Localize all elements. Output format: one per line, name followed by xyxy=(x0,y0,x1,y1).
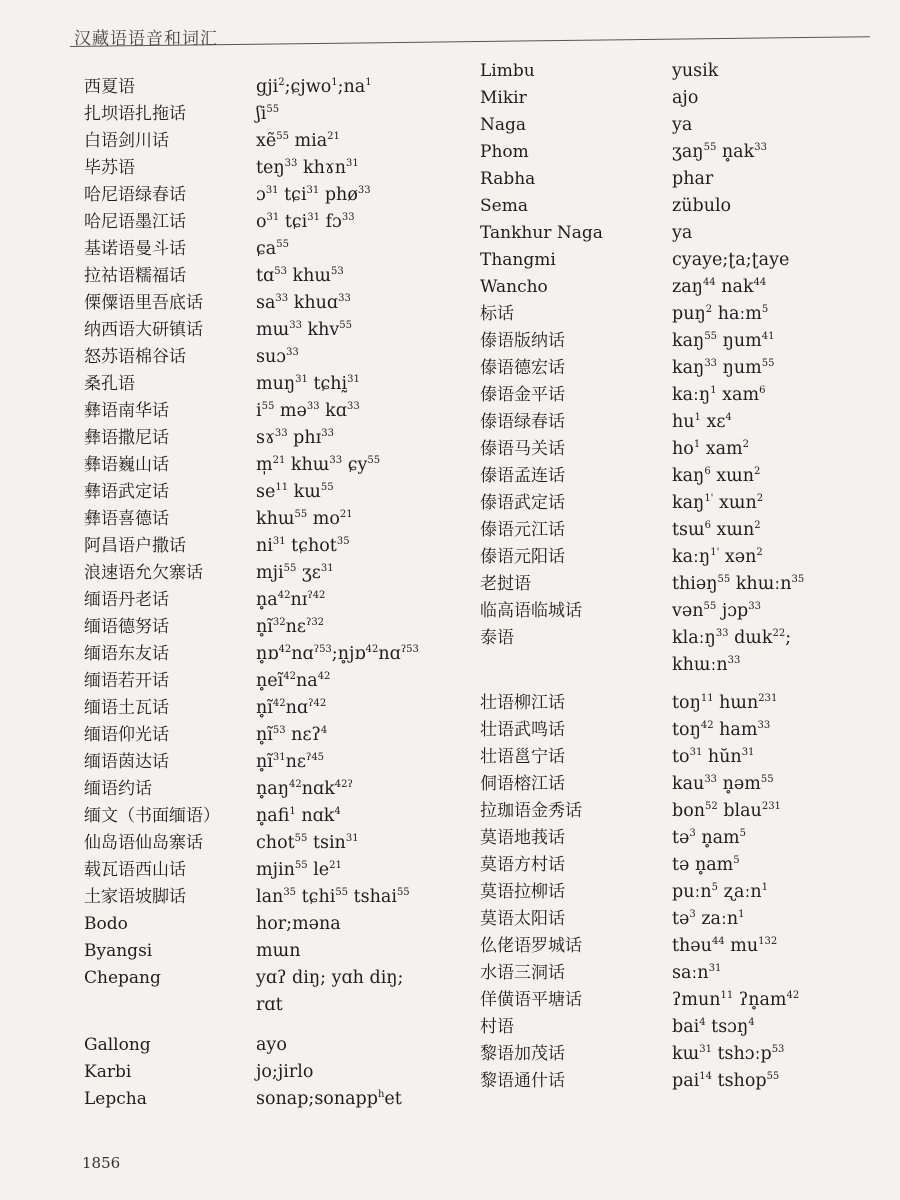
word-form: puːn$^5$ ʐaːn$^1$ xyxy=(672,882,769,902)
word-form: khɯ$^{55}$ $mo^{21}$ xyxy=(256,509,353,529)
language-name: 傣语元阳话 xyxy=(480,547,565,567)
language-name: 傣语德宏话 xyxy=(480,358,565,378)
word-form: kau$^{33}$ n̥əm$^{55}$ xyxy=(672,774,774,794)
word-form: $n̥ĩ^{42}nɑ^{ʔ42}$ xyxy=(256,698,327,718)
language-name: 土家语坡脚话 xyxy=(84,887,186,907)
language-name: 临高语临城话 xyxy=(480,601,582,621)
language-name: 傣语版纳话 xyxy=(480,331,565,351)
language-name: 黎语通什话 xyxy=(480,1071,565,1091)
word-form: thiəŋ$^{55}$ khɯːn$^{35}$ xyxy=(672,574,805,594)
word-form: rɑt xyxy=(256,995,283,1015)
word-form: $n̥a^{42}nɪ^{ʔ42}$ xyxy=(256,590,326,610)
word-form: klaːŋ$^{33}$ dɯk$^{22}$; xyxy=(672,628,792,648)
language-name: 壮语柳江话 xyxy=(480,693,565,713)
word-form: ya xyxy=(672,223,693,243)
language-name: 莫语太阳话 xyxy=(480,909,565,929)
word-form: $se^{11}$ kɯ$^{55}$ xyxy=(256,482,334,502)
language-name: 仙岛语仙岛寨话 xyxy=(84,833,203,853)
word-form: $n̥ĩ^{53}$ nɛʔ$^4$ xyxy=(256,725,328,745)
word-form: $to^{31}$ hŭn$^{31}$ xyxy=(672,747,755,767)
word-form: toŋ$^{11}$ hɯn$^{231}$ xyxy=(672,693,778,713)
language-name: Karbi xyxy=(84,1062,132,1082)
language-name: 彝语喜德话 xyxy=(84,509,169,529)
word-form: m̩$^{21}$ khɯ$^{33}$ ɕy$^{55}$ xyxy=(256,455,381,475)
language-name: 莫语拉柳话 xyxy=(480,882,565,902)
running-head: 汉藏语语音和词汇 xyxy=(74,29,218,49)
word-form: ɔ$^{31}$ tɕi$^{31}$ phø$^{33}$ xyxy=(256,185,371,205)
language-name: 彝语巍山话 xyxy=(84,455,169,475)
word-form: ʒaŋ$^{55}$ $n̥ak^{33}$ xyxy=(672,142,767,162)
language-name: Wancho xyxy=(480,277,548,297)
word-form: pai$^{14}$ tshop$^{55}$ xyxy=(672,1071,780,1091)
language-name: 傣语元江话 xyxy=(480,520,565,540)
word-form: $hu^1$ xɛ$^4$ xyxy=(672,412,732,432)
word-form: tə$^3$ zaːn$^1$ xyxy=(672,909,745,929)
word-form: bon$^{52}$ blau$^{231}$ xyxy=(672,801,781,821)
language-name: 傣语绿春话 xyxy=(480,412,565,432)
word-form: tə$^3$ $n̥am^5$ xyxy=(672,828,747,848)
language-name: 桑孔语 xyxy=(84,374,135,394)
word-form: xẽ$^{55}$ mia$^{21}$ xyxy=(256,131,340,151)
word-form: hor;məna xyxy=(256,914,341,934)
language-name: 浪速语允欠寨话 xyxy=(84,563,203,583)
language-name: 阿昌语户撒话 xyxy=(84,536,186,556)
word-form: kɯ$^{31}$ tshɔːp$^{53}$ xyxy=(672,1044,785,1064)
word-form: mji$^{55}$ ʒɛ$^{31}$ xyxy=(256,563,334,583)
language-name: 缅语东友话 xyxy=(84,644,169,664)
word-form: suɔ$^{33}$ xyxy=(256,347,299,367)
language-name: 扎坝语扎拖话 xyxy=(84,104,186,124)
language-name: 纳西语大研镇话 xyxy=(84,320,203,340)
language-name: 缅语德努话 xyxy=(84,617,169,637)
word-form: muŋ$^{31}$ tɕhḭ$^{31}$ xyxy=(256,374,360,394)
word-form: mjin$^{55}$ $le^{21}$ xyxy=(256,860,342,880)
word-form: tɑ$^{53}$ khɯ$^{53}$ xyxy=(256,266,344,286)
language-name: Byangsi xyxy=(84,941,153,961)
language-name: 缅语丹老话 xyxy=(84,590,169,610)
language-name: 莫语地莪话 xyxy=(480,828,565,848)
language-name: 黎语加茂话 xyxy=(480,1044,565,1064)
language-name: 侗语榕江话 xyxy=(480,774,565,794)
language-name: 缅文（书面缅语） xyxy=(84,806,220,826)
word-form: $i^{55}$ mə$^{33}$ kɑ$^{33}$ xyxy=(256,401,360,421)
language-name: 缅语茵达话 xyxy=(84,752,169,772)
word-form: ʃi$^{55}$ xyxy=(256,104,280,124)
word-form: tsɯ$^6$ xɯn$^2$ xyxy=(672,520,761,540)
word-form: mɯn xyxy=(256,941,301,961)
language-name: 缅语土瓦话 xyxy=(84,698,169,718)
word-form: cyaye;ʈa;ʈaye xyxy=(672,250,790,270)
language-name: Thangmi xyxy=(480,250,556,270)
language-name: Sema xyxy=(480,196,528,216)
language-name: Rabha xyxy=(480,169,536,189)
language-name: 莫语方村话 xyxy=(480,855,565,875)
language-name: Limbu xyxy=(480,61,535,81)
language-name: 佯僙语平塘话 xyxy=(480,990,582,1010)
language-name: Mikir xyxy=(480,88,527,108)
language-name: 傣语孟连话 xyxy=(480,466,565,486)
word-form: ayo xyxy=(256,1035,287,1055)
language-name: 水语三洞话 xyxy=(480,963,565,983)
language-name: 村语 xyxy=(480,1017,514,1037)
language-name: 缅语约话 xyxy=(84,779,152,799)
word-form: zübulo xyxy=(672,196,732,216)
language-name: Naga xyxy=(480,115,527,135)
word-form: saːn$^{31}$ xyxy=(672,963,722,983)
word-form: kaːŋ$^{1'}$ xən$^2$ xyxy=(672,547,763,567)
word-form: toŋ$^{42}$ ham$^{33}$ xyxy=(672,720,771,740)
language-name: 傣语武定话 xyxy=(480,493,565,513)
language-name: 壮语武鸣话 xyxy=(480,720,565,740)
word-form: sonap;sonapp$^h$et xyxy=(256,1089,402,1109)
word-form: tə $n̥am^5$ xyxy=(672,855,740,875)
word-form: $o^{31}$ tɕi$^{31}$ fɔ$^{33}$ xyxy=(256,212,355,232)
word-form: lan$^{35}$ tɕhi$^{55}$ tshai$^{55}$ xyxy=(256,887,410,907)
word-form: khɯːn$^{33}$ xyxy=(672,655,741,675)
language-name: 怒苏语棉谷话 xyxy=(84,347,186,367)
word-form: zaŋ$^{44}$ nak$^{44}$ xyxy=(672,277,767,297)
word-form: bai$^4$ tsɔŋ$^4$ xyxy=(672,1017,755,1037)
word-form: n̥afi$^1$ nɑk$^4$ xyxy=(256,806,341,826)
language-name: 壮语邕宁话 xyxy=(480,747,565,767)
language-name: Bodo xyxy=(84,914,128,934)
language-name: Tankhur Naga xyxy=(480,223,603,243)
word-form: jo;jirlo xyxy=(256,1062,314,1082)
word-form: $n̥ĩ^{32}nɛ^{ʔ32}$ xyxy=(256,617,325,637)
word-form: $ni^{31}$ tɕhot$^{35}$ xyxy=(256,536,350,556)
word-form: $n̥aŋ^{42}nɑk^{42ʔ}$ xyxy=(256,779,353,799)
language-name: 标话 xyxy=(480,304,514,324)
word-form: kaŋ$^6$ xɯn$^2$ xyxy=(672,466,761,486)
word-form: kaːŋ$^1$ xam$^6$ xyxy=(672,385,766,405)
language-name: 西夏语 xyxy=(84,77,135,97)
word-form: puŋ$^2$ haːm$^5$ xyxy=(672,304,769,324)
word-form: $n̥ĩ^{31}nɛ^{ʔ45}$ xyxy=(256,752,325,772)
language-name: Phom xyxy=(480,142,529,162)
language-name: 缅语仰光话 xyxy=(84,725,169,745)
language-name: 彝语撒尼话 xyxy=(84,428,169,448)
word-form: kaŋ$^{33}$ ŋum$^{55}$ xyxy=(672,358,775,378)
language-name: 傈僳语里吾底话 xyxy=(84,293,203,313)
language-name: 白语剑川话 xyxy=(84,131,169,151)
language-name: 缅语若开话 xyxy=(84,671,169,691)
language-name: 哈尼语墨江话 xyxy=(84,212,186,232)
word-form: phar xyxy=(672,169,714,189)
language-name: 拉珈语金秀话 xyxy=(480,801,582,821)
language-name: 拉祜语糯福话 xyxy=(84,266,186,286)
word-form: sɤ$^{33}$ phɪ$^{33}$ xyxy=(256,428,334,448)
word-form: vən$^{55}$ jɔp$^{33}$ xyxy=(672,601,761,621)
language-name: 彝语南华话 xyxy=(84,401,169,421)
language-name: Chepang xyxy=(84,968,161,988)
language-name: 仫佬语罗城话 xyxy=(480,936,582,956)
language-name: 老挝语 xyxy=(480,574,531,594)
word-form: ajo xyxy=(672,88,699,108)
language-name: 毕苏语 xyxy=(84,158,135,178)
word-form: chot$^{55}$ tsin$^{31}$ xyxy=(256,833,359,853)
word-form: $gji^2;ɕjwo^1;na^1$ xyxy=(256,77,372,97)
word-form: thəu$^{44}$ $mu^{132}$ xyxy=(672,936,778,956)
language-name: 哈尼语绿春话 xyxy=(84,185,186,205)
language-name: 基诺语曼斗话 xyxy=(84,239,186,259)
word-form: mɯ$^{33}$ khv$^{55}$ xyxy=(256,320,352,340)
language-name: 彝语武定话 xyxy=(84,482,169,502)
language-name: 傣语马关话 xyxy=(480,439,565,459)
language-name: 傣语金平话 xyxy=(480,385,565,405)
language-name: 泰语 xyxy=(480,628,514,648)
word-form: $ho^1$ xam$^2$ xyxy=(672,439,750,459)
word-form: kaŋ$^{55}$ ŋum$^{41}$ xyxy=(672,331,775,351)
word-form: teŋ$^{33}$ khɤn$^{31}$ xyxy=(256,158,359,178)
word-form: $sa^{33}$ khuɑ$^{33}$ xyxy=(256,293,351,313)
language-name: Lepcha xyxy=(84,1089,147,1109)
word-form: yusik xyxy=(672,61,719,81)
word-form: n̥ɒ$^{42}$nɑ$^{ʔ53}$;n̥jɒ$^{42}$nɑ$^{ʔ53}$ xyxy=(256,644,419,664)
language-name: Gallong xyxy=(84,1035,151,1055)
word-form: $n̥eĩ^{42}na^{42}$ xyxy=(256,671,331,691)
word-form: ʔmun$^{11}$ $ʔn̥am^{42}$ xyxy=(672,990,800,1010)
word-form: ɕa$^{55}$ xyxy=(256,239,289,259)
word-form: ya xyxy=(672,115,693,135)
word-form: yɑʔ diŋ; yɑh diŋ; xyxy=(256,968,404,988)
page-number: 1856 xyxy=(82,1154,121,1172)
word-form: kaŋ$^{1'}$ xɯn$^2$ xyxy=(672,493,764,513)
language-name: 载瓦语西山话 xyxy=(84,860,186,880)
